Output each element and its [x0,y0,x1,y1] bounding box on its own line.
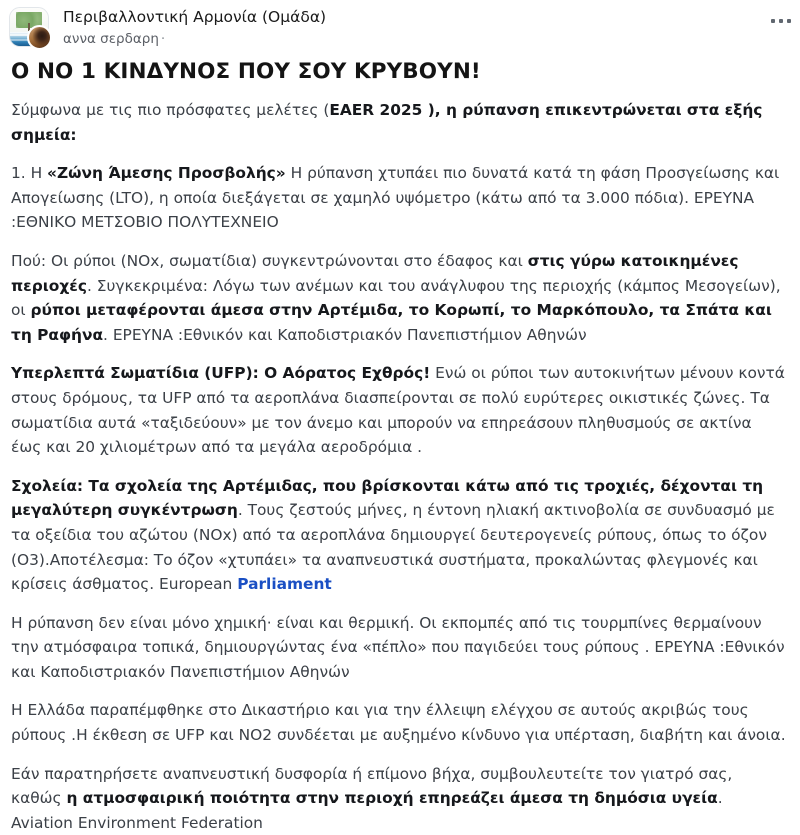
text: Σύμφωνα με τις πιο πρόσφατες μελέτες ( [11,101,330,119]
post-header [0,0,800,52]
dot [771,19,775,23]
paragraph-where [11,249,786,347]
profile-avatar-icon[interactable] [27,25,52,50]
dot [787,19,791,23]
text: . Aviation Environment Federation [11,789,723,832]
bold-text: ρύποι μεταφέρονται άμεσα στην Αρτέμιδα, το Κορωπί, το Μαρκόπουλο, τα Σπάτα και τη Ραφήνα [11,301,772,344]
text: . ΕΡΕΥΝΑ :Εθνικόν και Καποδιστριακόν Πανεπιστήμιον Αθηνών [103,325,587,344]
page-title: Ο ΝΟ 1 ΚΙΝΔΥΝΟΣ ΠΟΥ ΣΟΥ ΚΡΥΒΟΥΝ! [11,59,481,84]
more-horizontal-icon[interactable] [761,12,791,30]
paragraph-schools [11,474,786,597]
author-name[interactable]: αννα σερδαρη [63,31,159,47]
text: Η Ελλάδα παραπέμφθηκε στο Δικαστήριο και για την έλλειψη ελέγχου σε αυτούς ακριβώς τους ρύπους .Η έκθεση σε UFP και NO2 συνδέεται με αυξημένο κίνδυνο για υπέρταση, διαβήτη και άνοια. [11,701,786,745]
group-name[interactable]: Περιβαλλοντική Αρμονία (Ομάδα) [63,8,327,26]
dot [779,19,783,23]
paragraph-intro [11,98,786,147]
author-line [63,30,326,48]
text: 1. Η [11,164,48,183]
bold-text: Σχολεία: Τα σχολεία της Αρτέμιδας, που βρίσκονται κάτω από τις τροχιές, δέχονται τη μεγαλύτερη συγκέντρωση [11,476,764,520]
text: Εάν παρατηρήσετε αναπνευστική δυσφορία ή επίμονο βήχα, συμβουλευτείτε τον γιατρό σας, καθώς [11,764,733,808]
paragraph-court [11,698,786,747]
text: Ενώ οι ρύποι των αυτοκινήτων μένουν κοντά στους δρόμους, τα UFP από τα αεροπλάνα διασπείρονται σε πολύ ευρύτερες οικιστικές ζώνες. Τα σωματίδια αυτά «ταξιδεύουν» με τον άνεμο και μπορούν να επηρεάσουν πληθυσμούς σε ακτίνα έως και 20 χιλιομέτρων από τα μεγάλα αεροδρόμια . [11,364,785,457]
external-link[interactable]: Parliament [237,575,332,594]
paragraph-advice [11,762,786,835]
bold-text: «Ζώνη Άμεσης Προσβολής» [47,164,286,183]
bold-text: η ατμοσφαιρική ποιότητα στην περιοχή επηρεάζει άμεσα τη δημόσια υγεία [66,789,718,808]
paragraph-thermal [11,611,786,685]
text: . Συγκεκριμένα: Λόγω των ανέμων και του ανάγλυφου της περιοχής (κάμπος Μεσογείων), οι [11,276,781,320]
bold-text: στις γύρω κατοικημένες περιοχές [11,251,739,295]
paragraph-zone-of-impact [11,161,786,235]
text: . Τους ζεστούς μήνες, η έντονη ηλιακή ακτινοβολία σε συνδυασμό με τα οξείδια του αζώτου (NOx) από τα αεροπλάνα δημιουργεί δευτερογενείς ρύπους, όπως το όζον (O3).Αποτέλεσμα: Το όζον «χτυπάει» τα αναπνευστικά συστήματα, προκαλώντας φλεγμονές και κρίσεις άσθματος. European [11,501,775,594]
post-body [0,58,800,835]
header-names [52,6,326,48]
bold-text: EAER 2025 ), η ρύπανση επικεντρώνεται στα εξής σημεία: [11,101,763,144]
text: Η ρύπανση χτυπάει πιο δυνατά κατά τη φάση Προσγείωσης και Απογείωσης (LTO), η οποία διεξάγεται σε χαμηλό υψόμετρο (κάτω από τα 3.000 πόδια). ΕΡΕΥΝΑ :ΕΘΝΙΚΟ ΜΕΤΣΟΒΙΟ ΠΟΛΥΤΕΧΝΕΙΟ [11,164,780,232]
bold-text: Υπερλεπτά Σωματίδια (UFP): Ο Αόρατος Εχθρός! [11,364,431,383]
avatar[interactable] [8,6,52,52]
post-paragraphs [11,98,786,835]
meta-separator: · [160,31,166,47]
paragraph-ufp [11,361,786,459]
text: Η ρύπανση δεν είναι μόνο χημική· είναι και θερμική. Οι εκπομπές από τις τουρμπίνες θερμαίνουν την ατμόσφαιρα τοπικά, δημιουργώντας ένα «πέπλο» που παγιδεύει τους ρύπους . ΕΡΕΥΝΑ :Εθνικόν και Καποδιστριακόν Πανεπιστήμιον Αθηνών [11,613,785,681]
text: Πού: Οι ρύποι (NOx, σωματίδια) συγκεντρώνονται στο έδαφος και [11,251,528,270]
